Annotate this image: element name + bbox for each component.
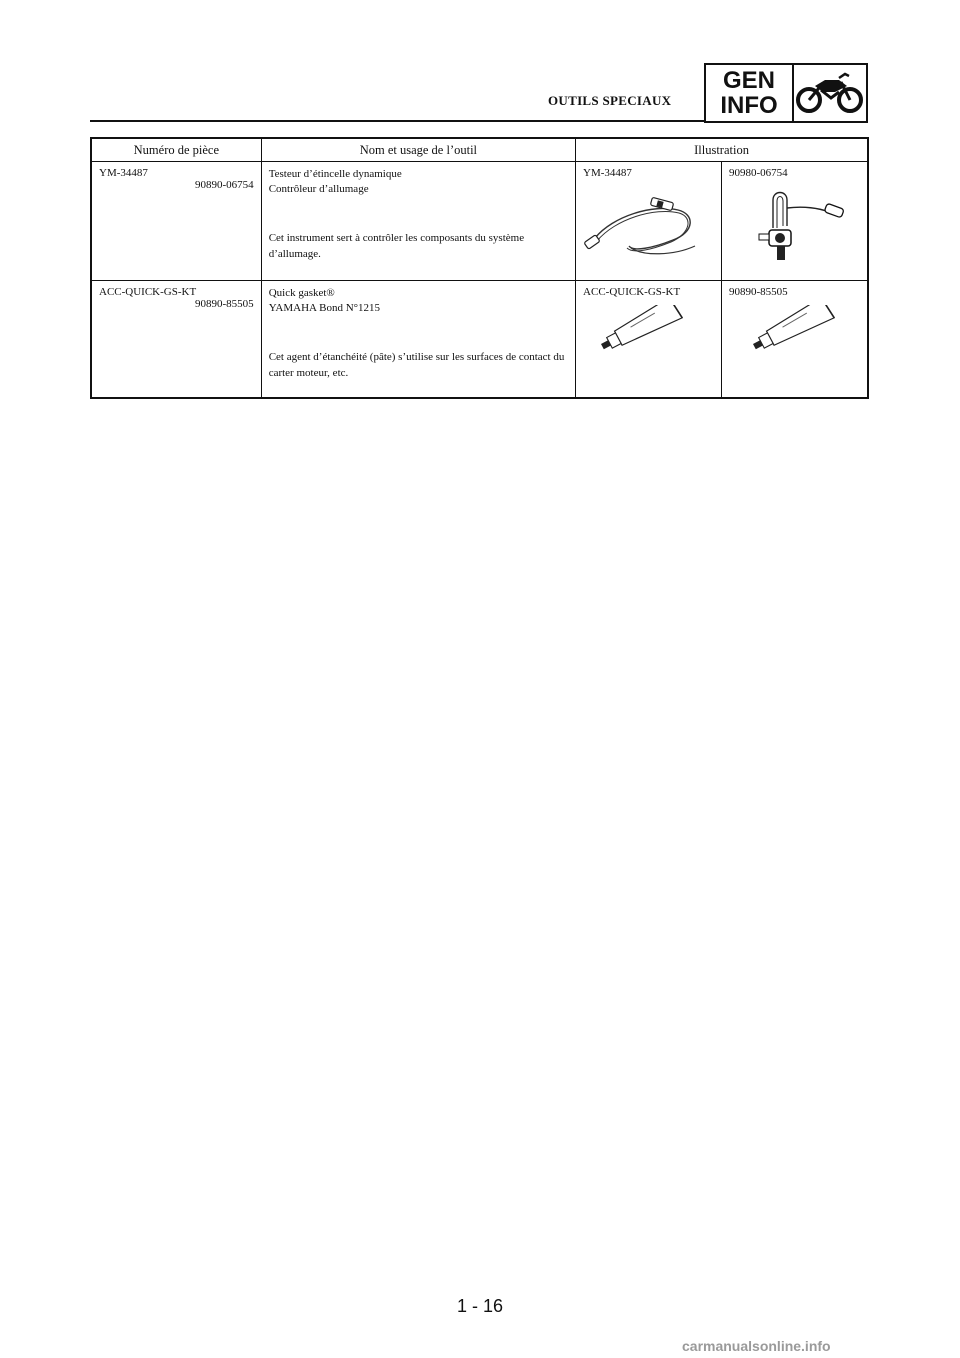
tool-description: Cet instrument sert à contrôler les composants du système d’allumage.: [268, 232, 525, 260]
illustration-cell: [722, 162, 869, 281]
part-number-cell: [91, 162, 261, 281]
illustration-label: YM-34487: [583, 167, 632, 179]
watermark-link[interactable]: carmanualsonline.info: [682, 1338, 831, 1354]
illustration-cell: [576, 162, 722, 281]
tool-alt-name: YAMAHA Bond N°1215: [268, 302, 381, 314]
tool-alt-name: Contrôleur d’allumage: [268, 183, 369, 195]
badge-line-info: INFO: [720, 92, 778, 119]
illustration-label: 90890-85505: [729, 286, 788, 298]
part-number-secondary: 90890-85505: [195, 298, 254, 310]
part-number-primary: YM-34487: [99, 167, 148, 179]
sealant-tube-icon: [583, 305, 714, 378]
column-header-tool-name: Nom et usage de l’outil: [261, 138, 575, 162]
badge-text: [706, 65, 794, 121]
spark-tester-cable-icon: [583, 186, 714, 269]
tool-name: Testeur d’étincelle dynamique: [268, 168, 402, 180]
tool-description: Cet agent d’étanchéité (pâte) s’utilise sur les surfaces de contact du carter moteur, etc.: [268, 351, 565, 379]
tool-name: Quick gasket®: [268, 287, 335, 299]
tool-name-cell: [261, 281, 575, 399]
column-header-part-number: Numéro de pièce: [91, 138, 261, 162]
table-header-row: [91, 138, 868, 162]
table-row: [91, 162, 868, 281]
page-number: 1 - 16: [456, 1296, 504, 1316]
part-number-primary: ACC-QUICK-GS-KT: [99, 286, 197, 298]
motorcycle-icon: [794, 65, 866, 121]
illustration-cell: [576, 281, 722, 399]
special-tools-table: [90, 137, 869, 399]
gen-info-badge: [704, 63, 868, 123]
ignition-checker-icon: [729, 186, 860, 269]
sealant-tube-icon: [729, 305, 860, 378]
page-section-title: OUTILS SPECIAUX: [548, 93, 672, 108]
illustration-label: ACC-QUICK-GS-KT: [583, 286, 681, 298]
column-header-illustration: Illustration: [576, 138, 868, 162]
illustration-label: 90980-06754: [729, 167, 788, 179]
part-number-secondary: 90890-06754: [195, 179, 254, 191]
illustration-cell: [722, 281, 869, 399]
badge-line-gen: GEN: [722, 67, 775, 94]
part-number-cell: [91, 281, 261, 399]
header-rule: [90, 120, 704, 122]
table-row: [91, 281, 868, 399]
tool-name-cell: [261, 162, 575, 281]
